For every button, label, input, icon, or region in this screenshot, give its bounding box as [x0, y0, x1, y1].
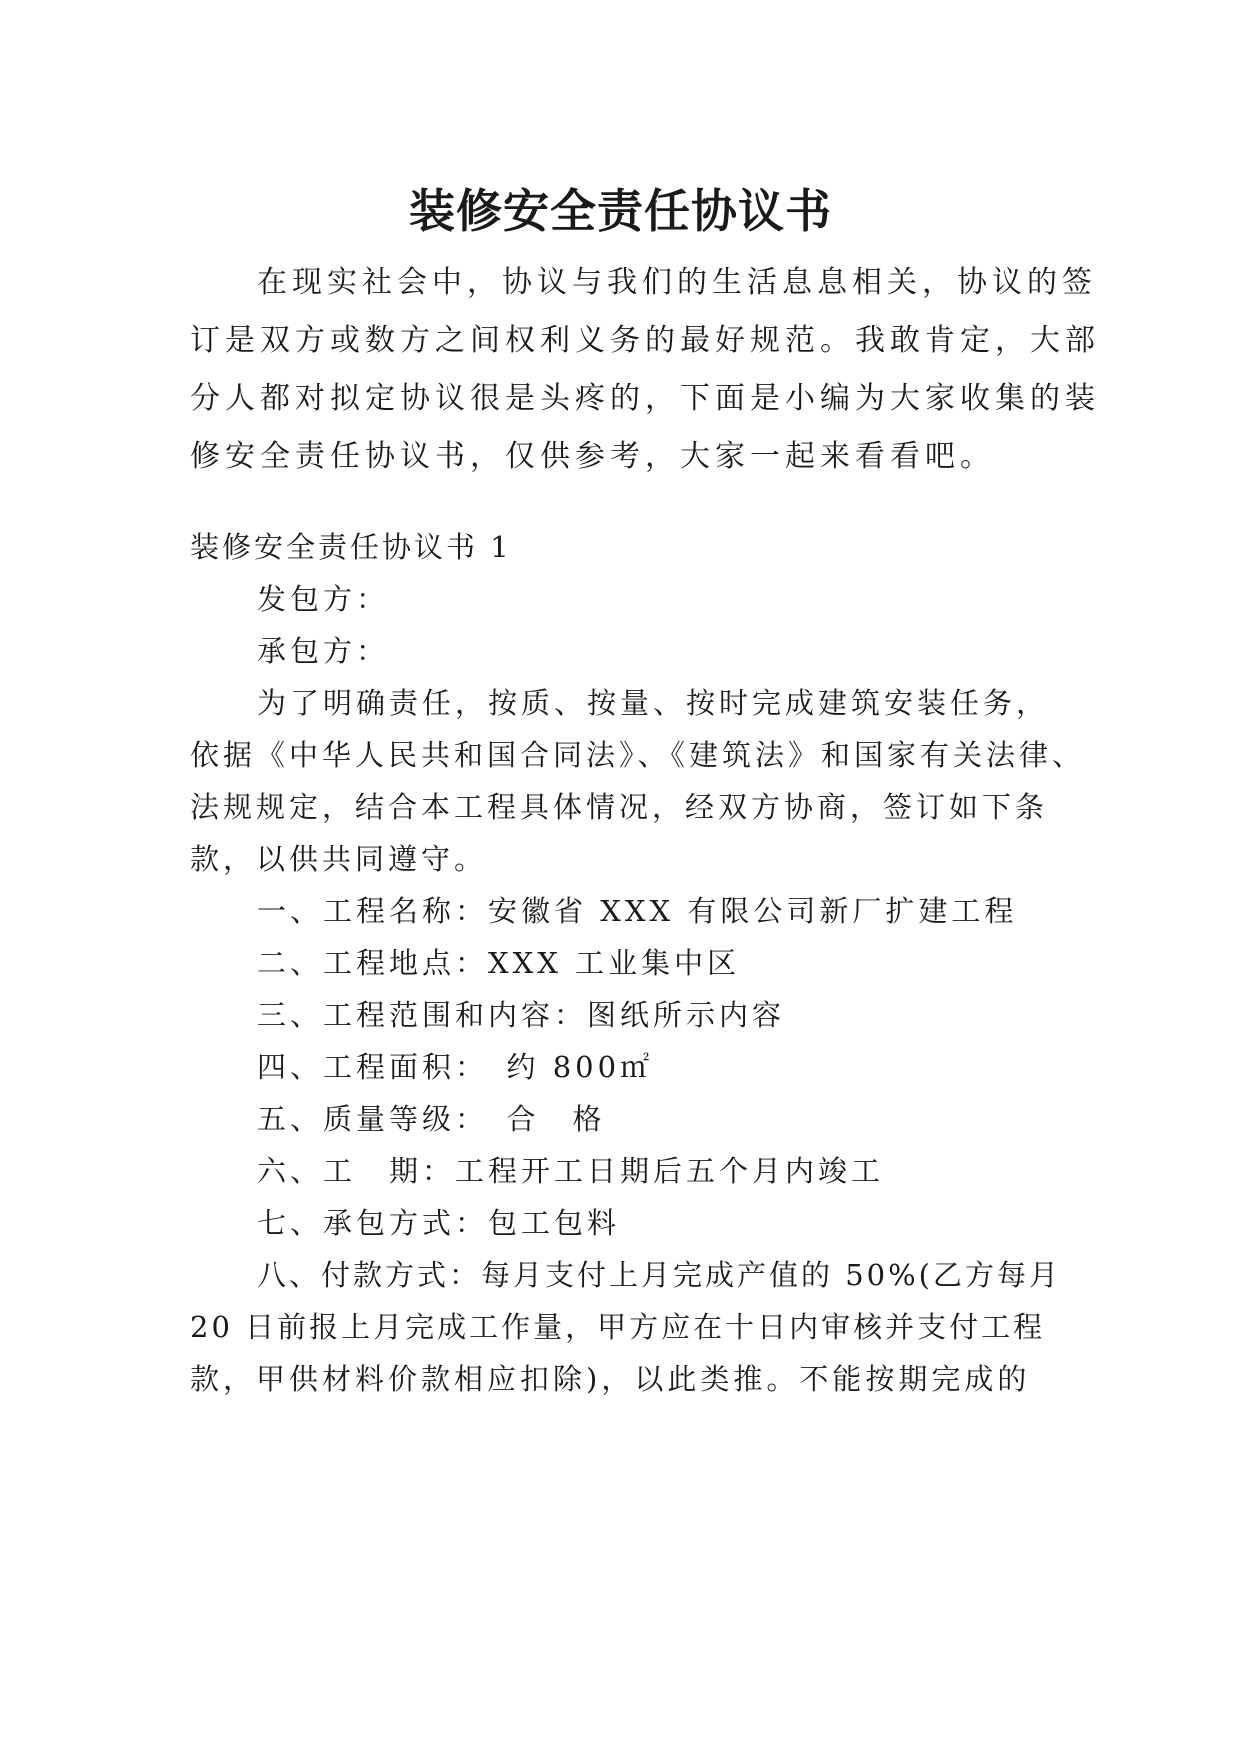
purpose-line: 法规规定，结合本工程具体情况，经双方协商，签订如下条: [190, 790, 1049, 824]
party-a-label: 发包方：: [257, 582, 390, 616]
party-b-label: 承包方：: [257, 634, 390, 668]
purpose-line: 为了明确责任，按质、按量、按时完成建筑安装任务，: [257, 686, 1050, 720]
clause-project-area: 四、工程面积： 约 800㎡: [257, 1050, 654, 1084]
clause-project-name: 一、工程名称：安徽省 XXX 有限公司新厂扩建工程: [257, 894, 1018, 928]
intro-line: 在现实社会中，协议与我们的生活息息相关，协议的签: [257, 265, 1097, 300]
purpose-line: 依据《中华人民共和国合同法》、《建筑法》和国家有关法律、: [190, 738, 1086, 772]
intro-line: 订是双方或数方之间权利义务的最好规范。我敢肯定，大部: [190, 323, 1100, 358]
section-heading: 装修安全责任协议书 1: [190, 530, 512, 564]
intro-line: 修安全责任协议书，仅供参考，大家一起来看看吧。: [190, 439, 995, 474]
clause-duration: 六、工 期：工程开工日期后五个月内竣工: [257, 1154, 885, 1188]
intro-line: 分人都对拟定协议很是头疼的，下面是小编为大家收集的装: [190, 381, 1100, 416]
clause-payment-line: 款，甲供材料价款相应扣除)，以此类推。不能按期完成的: [190, 1362, 1031, 1396]
clause-project-location: 二、工程地点：XXX 工业集中区: [257, 946, 741, 980]
clause-contract-mode: 七、承包方式：包工包料: [257, 1206, 621, 1240]
clause-payment-line: 八、付款方式：每月支付上月完成产值的 50%(乙方每月: [257, 1258, 1061, 1292]
clause-quality-grade: 五、质量等级： 合 格: [257, 1102, 606, 1136]
clause-project-scope: 三、工程范围和内容：图纸所示内容: [257, 998, 786, 1032]
clause-payment-line: 20 日前报上月完成工作量，甲方应在十日内审核并支付工程: [190, 1310, 1046, 1344]
purpose-line: 款，以供共同遵守。: [190, 842, 488, 876]
document-title: 装修安全责任协议书: [409, 183, 832, 238]
